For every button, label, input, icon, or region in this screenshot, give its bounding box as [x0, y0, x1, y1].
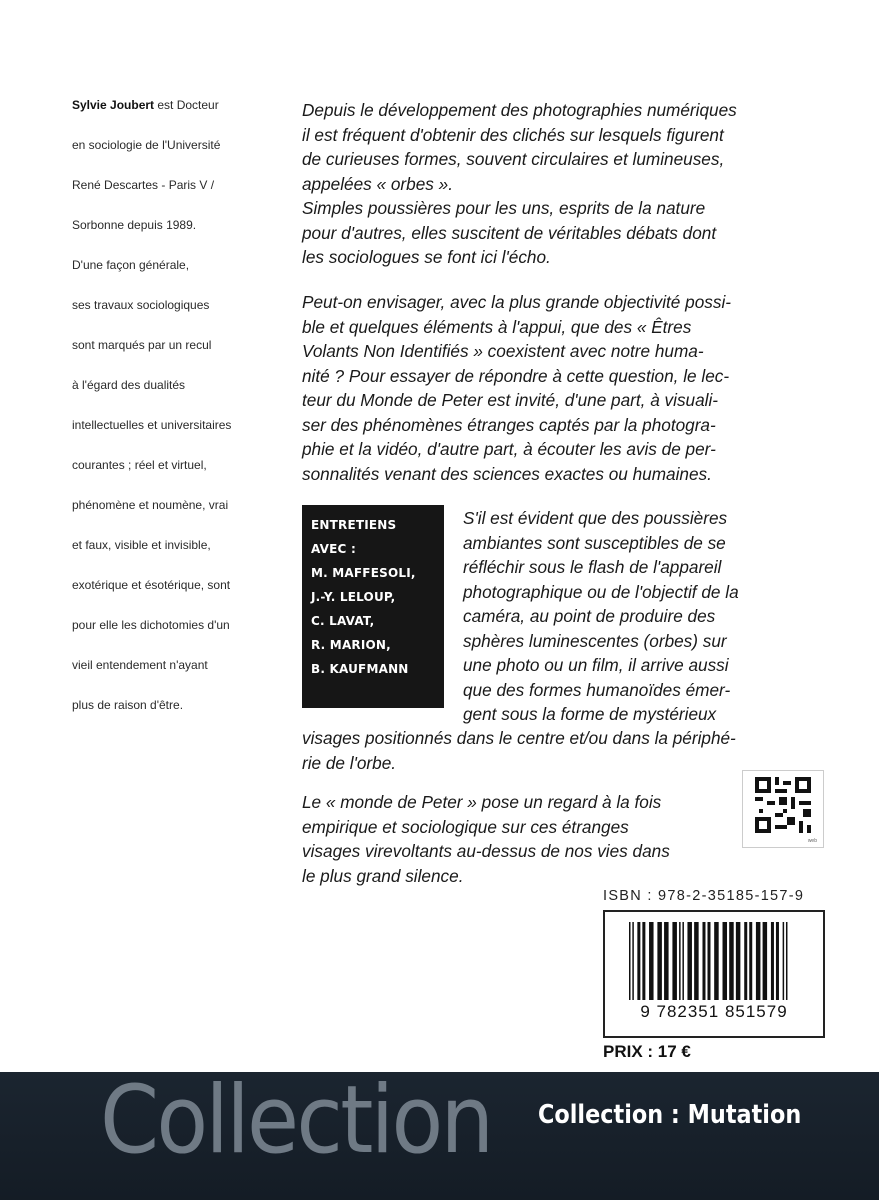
- barcode-bar: [786, 922, 788, 1000]
- blurb-line: Peut-on envisager, avec la plus grande objectivité possi-: [302, 292, 731, 312]
- blurb-line: teur du Monde de Peter est invité, d'une part, à visuali-: [302, 390, 719, 410]
- collection-name: Collection : Mutation: [538, 1100, 802, 1130]
- barcode-bar: [657, 922, 662, 1000]
- barcode-bar: [756, 922, 761, 1000]
- barcode-bar: [672, 922, 677, 1000]
- author-bio-line: intellectuelles et universitaires: [72, 418, 232, 432]
- blurb-line: Le « monde de Peter » pose un regard à la fois: [302, 792, 662, 812]
- blurb-line: Depuis le développement des photographies numériques: [302, 100, 737, 120]
- barcode-bar: [637, 922, 640, 1000]
- author-bio-line: phénomène et noumène, vrai: [72, 498, 229, 512]
- blurb-line: ble et quelques éléments à l'appui, que des « Êtres: [302, 316, 692, 337]
- blurb-line: une photo ou un film, il arrive aussi: [463, 655, 729, 675]
- barcode-bar: [679, 922, 681, 1000]
- barcode-digits: 9 782351 851579: [640, 1002, 788, 1021]
- blurb-line: empirique et sociologique sur ces étranges: [302, 816, 629, 837]
- barcode-bar: [776, 922, 779, 1000]
- author-bio-line: pour elle les dichotomies d'un: [72, 618, 230, 632]
- author-bio-line: plus de raison d'être.: [72, 698, 184, 712]
- barcode-bars: [629, 922, 801, 1000]
- interviews-line: ENTRETIENS: [311, 518, 397, 532]
- barcode-bar: [736, 922, 741, 1000]
- blurb-paragraph-4: [302, 790, 732, 888]
- blurb-line: sphères luminescentes (orbes) sur: [463, 630, 727, 651]
- author-name: Sylvie Joubert: [72, 98, 155, 112]
- interviews-line: C. LAVAT,: [311, 614, 375, 628]
- barcode-bar: [702, 922, 705, 1000]
- author-bio-line: ses travaux sociologiques: [72, 298, 210, 312]
- blurb-line: le plus grand silence.: [302, 865, 464, 886]
- barcode-bar: [783, 922, 785, 1000]
- blurb-line: appelées « orbes ».: [302, 173, 453, 194]
- blurb-line: S'il est évident que des poussières: [463, 508, 728, 528]
- author-bio-line: René Descartes - Paris V /: [72, 178, 215, 192]
- blurb-line: Volants Non Identifiés » coexistent avec notre huma-: [302, 341, 704, 361]
- barcode-bar: [682, 922, 684, 1000]
- author-bio-line: sont marqués par un recul: [72, 338, 212, 352]
- barcode-bar: [664, 922, 669, 1000]
- blurb-line: nité ? Pour essayer de répondre à cette question, le lec-: [302, 365, 730, 386]
- barcode-bar: [744, 922, 747, 1000]
- author-bio-line: D'une façon générale,: [72, 258, 190, 272]
- barcode-bar: [649, 922, 654, 1000]
- barcode-bar: [729, 922, 734, 1000]
- barcode: [603, 910, 825, 1038]
- author-bio: [72, 92, 287, 732]
- barcode-bar: [687, 922, 692, 1000]
- footer-band: [0, 1072, 879, 1200]
- barcode-bar: [694, 922, 699, 1000]
- blurb-line: photographique ou de l'objectif de la: [463, 581, 739, 602]
- qr-caption: web: [807, 838, 817, 844]
- interviews-line: J.-Y. LELOUP,: [311, 590, 396, 604]
- price: PRIX : 17 €: [603, 1042, 691, 1061]
- author-bio-line: Sorbonne depuis 1989.: [72, 218, 197, 232]
- qr-code-icon: [755, 777, 811, 833]
- blurb-paragraph-2: [302, 290, 822, 486]
- blurb-paragraph-3: [463, 506, 823, 727]
- barcode-bar: [632, 922, 634, 1000]
- blurb-line: les sociologues se font ici l'écho.: [302, 247, 551, 267]
- author-bio-line: en sociologie de l'Université: [72, 138, 221, 152]
- blurb-line: pour d'autres, elles suscitent de véritables débats dont: [302, 222, 717, 243]
- author-bio-first-line: [72, 92, 287, 132]
- blurb-line: Simples poussières pour les uns, esprits de la nature: [302, 198, 706, 218]
- blurb-line: caméra, au point de produire des: [463, 606, 716, 626]
- barcode-bar: [771, 922, 774, 1000]
- barcode-bar: [763, 922, 768, 1000]
- blurb-line: ser des phénomènes étranges captés par la photogra-: [302, 414, 716, 435]
- author-bio-line: courantes ; réel et virtuel,: [72, 458, 207, 472]
- blurb-line: de curieuses formes, souvent circulaires et lumineuses,: [302, 149, 725, 169]
- barcode-bar: [723, 922, 728, 1000]
- author-bio-line: et faux, visible et invisible,: [72, 538, 211, 552]
- barcode-bar: [642, 922, 645, 1000]
- collection-word: Collection: [100, 1072, 492, 1175]
- interviews-line: M. MAFFESOLI,: [311, 566, 416, 580]
- blurb-line: il est fréquent d'obtenir des clichés sur lesquels figurent: [302, 124, 724, 145]
- isbn-label: ISBN : 978-2-35185-157-9: [603, 888, 805, 904]
- author-bio-line-0: est Docteur: [154, 98, 219, 112]
- blurb-line: visages positionnés dans le centre et/ou dans la périphé-: [302, 728, 736, 748]
- blurb-line: gent sous la forme de mystérieux: [463, 704, 717, 724]
- author-bio-line: vieil entendement n'ayant: [72, 658, 208, 672]
- interviews-line: R. MARION,: [311, 638, 391, 652]
- barcode-bar: [749, 922, 752, 1000]
- barcode-bar: [629, 922, 631, 1000]
- blurb-line: visages virevoltants au-dessus de nos vies dans: [302, 841, 670, 861]
- barcode-bar: [707, 922, 710, 1000]
- interviews-line: AVEC :: [311, 542, 356, 556]
- interviews-box: [302, 505, 444, 708]
- author-bio-line: exotérique et ésotérique, sont: [72, 578, 231, 592]
- interviews-line: B. KAUFMANN: [311, 662, 409, 676]
- blurb-line: rie de l'orbe.: [302, 752, 397, 773]
- blurb-paragraph-3-end: [302, 726, 822, 775]
- author-bio-line: à l'égard des dualités: [72, 378, 186, 392]
- blurb-line: ambiantes sont susceptibles de se: [463, 532, 726, 553]
- blurb-line: phie et la vidéo, d'autre part, à écouter les avis de per-: [302, 439, 716, 459]
- qr-code[interactable]: [742, 770, 824, 848]
- blurb-line: réfléchir sous le flash de l'appareil: [463, 557, 722, 577]
- blurb-paragraph-1: [302, 98, 822, 270]
- barcode-bar: [714, 922, 719, 1000]
- blurb-line: que des formes humanoïdes émer-: [463, 679, 731, 700]
- blurb-line: sonnalités venant des sciences exactes ou humaines.: [302, 463, 712, 484]
